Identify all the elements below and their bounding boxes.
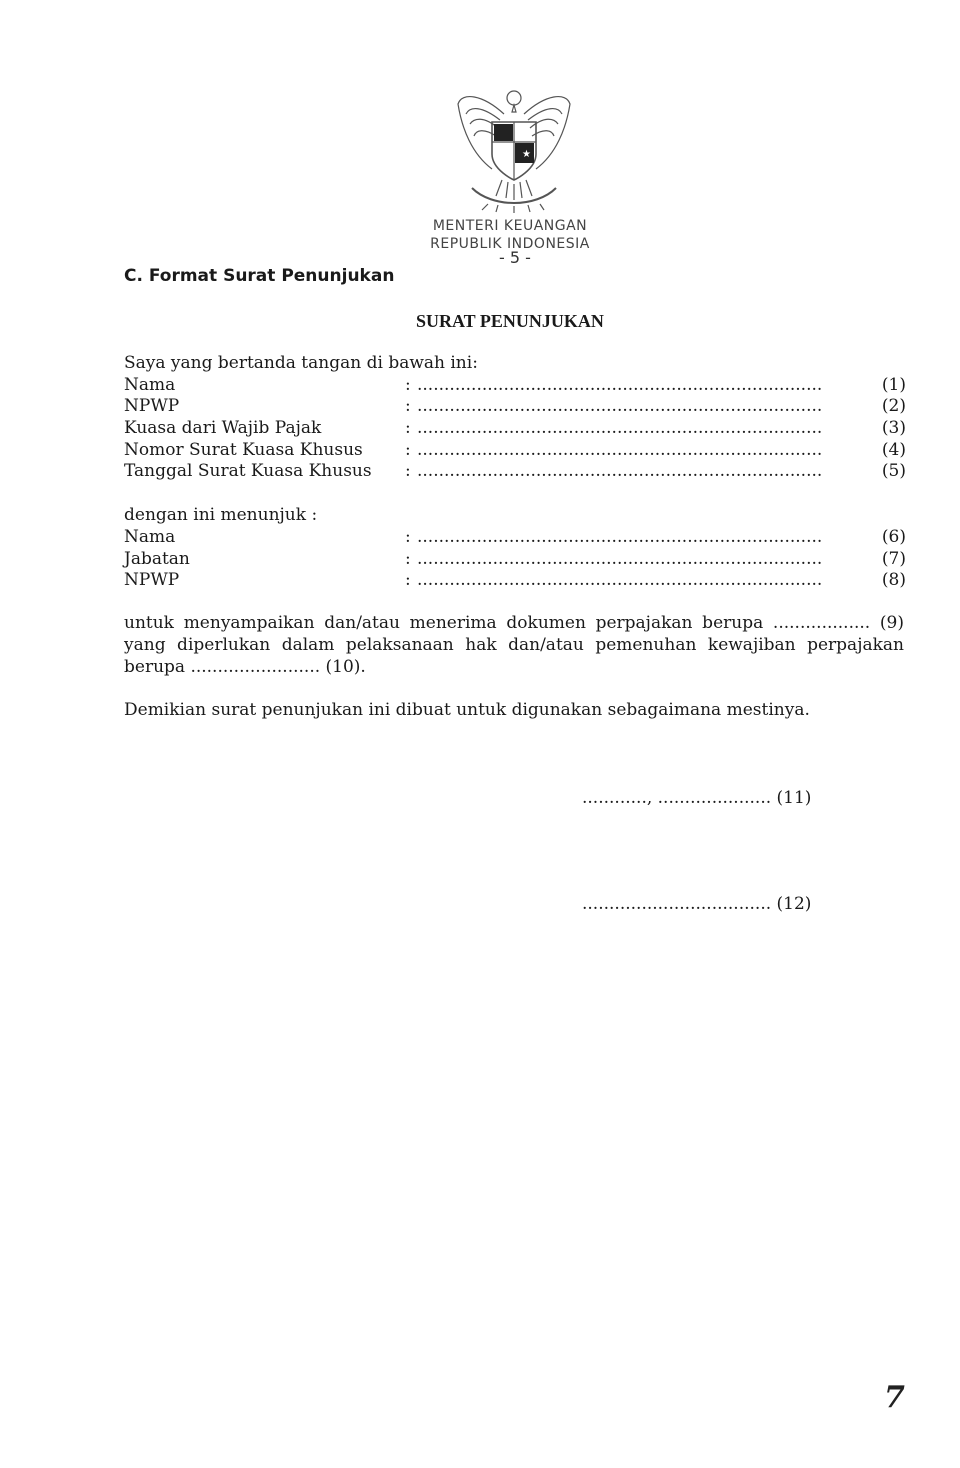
svg-text:★: ★ (522, 149, 531, 160)
field-colon: : (405, 549, 411, 569)
field-blank: ........................................................................... (417, 527, 823, 547)
field-row-nomor-surat (124, 440, 906, 461)
place-date-line: ............, ..................... (11) (582, 788, 812, 808)
field-label: Kuasa dari Wajib Pajak (124, 418, 322, 438)
field-row-nama-appointee (124, 527, 906, 548)
field-label: Tanggal Surat Kuasa Khusus (124, 461, 372, 481)
closing-statement: Demikian surat penunjukan ini dibuat untuk digunakan sebagaimana mestinya. (124, 700, 810, 720)
field-label: Jabatan (124, 549, 190, 569)
field-colon: : (405, 418, 411, 438)
field-colon: : (405, 570, 411, 590)
field-blank: ........................................................................... (417, 461, 823, 481)
field-colon: : (405, 396, 411, 416)
section-heading: C. Format Surat Penunjukan (124, 266, 395, 286)
field-colon: : (405, 461, 411, 481)
field-number: (4) (881, 440, 906, 460)
field-number: (5) (881, 461, 906, 481)
field-blank: ........................................................................... (417, 570, 823, 590)
field-blank: ........................................................................... (417, 418, 823, 438)
signature-line: ................................... (12) (582, 894, 812, 914)
field-label: NPWP (124, 396, 180, 416)
field-label: Nomor Surat Kuasa Khusus (124, 440, 363, 460)
field-row-npwp (124, 396, 906, 417)
field-blank: ........................................................................... (417, 549, 823, 569)
field-colon: : (405, 440, 411, 460)
field-blank: ........................................................................... (417, 440, 823, 460)
page-initial-mark: 7 (884, 1380, 905, 1415)
field-number: (1) (881, 375, 906, 395)
field-blank: ........................................................................... (417, 375, 823, 395)
field-label: NPWP (124, 570, 180, 590)
field-number: (8) (881, 570, 906, 590)
page-number: - 5 - (499, 248, 531, 267)
field-number: (6) (881, 527, 906, 547)
field-number: (2) (881, 396, 906, 416)
field-colon: : (405, 375, 411, 395)
field-number: (7) (881, 549, 906, 569)
field-label: Nama (124, 527, 176, 547)
appoint-heading: dengan ini menunjuk : (124, 505, 318, 525)
ministry-name-line1: MENTERI KEUANGAN (432, 218, 588, 234)
field-colon: : (405, 527, 411, 547)
ministry-name-line2: REPUBLIK INDONESIA (430, 236, 590, 252)
field-row-jabatan (124, 549, 906, 570)
field-row-nama (124, 375, 906, 396)
field-label: Nama (124, 375, 176, 395)
document-title: SURAT PENUNJUKAN (416, 311, 604, 331)
field-row-npwp-appointee (124, 570, 906, 591)
intro-text: Saya yang bertanda tangan di bawah ini: (124, 353, 478, 373)
field-row-tanggal-surat (124, 461, 906, 482)
field-blank: ........................................................................... (417, 396, 823, 416)
field-row-kuasa (124, 418, 906, 439)
garuda-emblem-icon (452, 84, 576, 216)
purpose-paragraph: untuk menyampaikan dan/atau menerima dokumen perpajakan berupa .................. (9) yang diperlukan dalam pelaksanaan hak dan/atau pemenuhan kewajiban perpajakan berupa ........................ (10). (124, 613, 904, 677)
field-number: (3) (881, 418, 906, 438)
